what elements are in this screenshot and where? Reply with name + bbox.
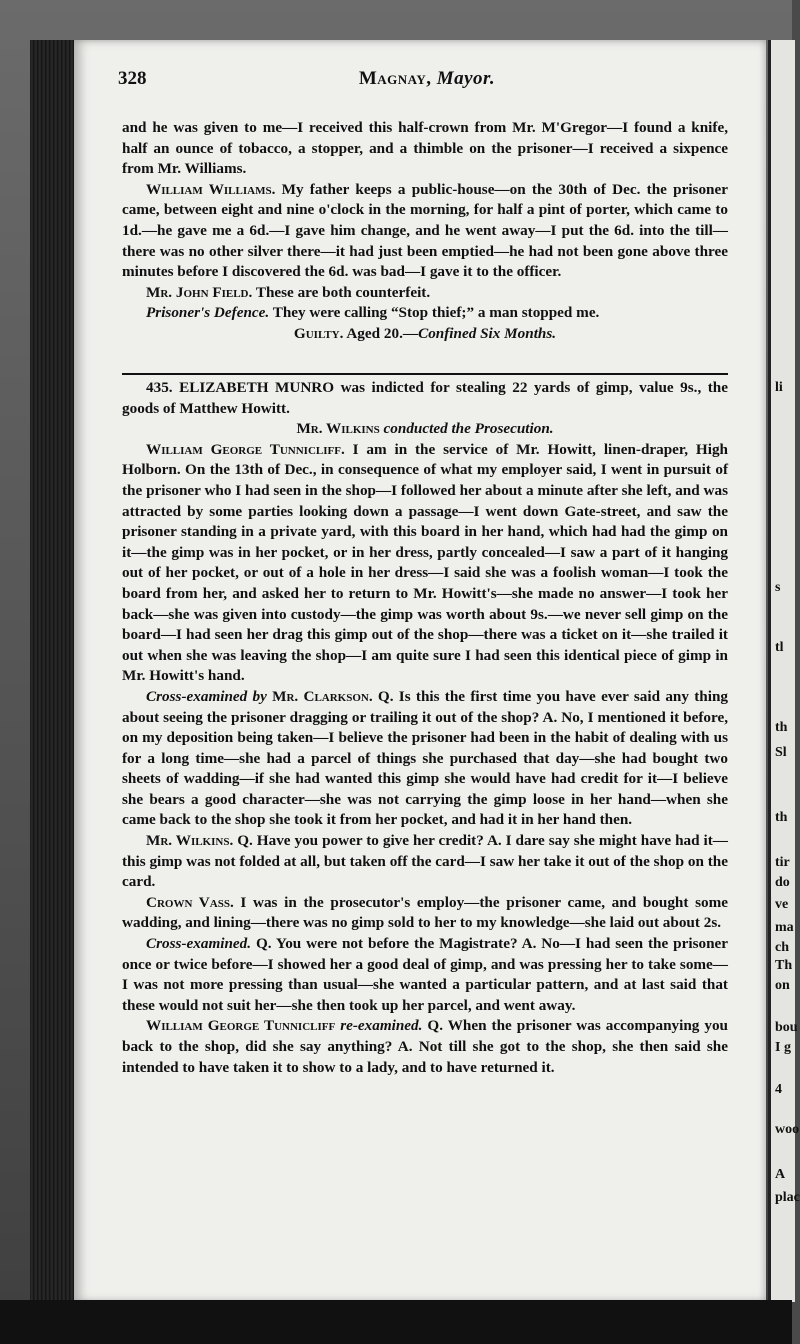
defence-label: Prisoner's Defence. <box>146 304 270 322</box>
case-heading: 435. ELIZABETH MUNRO was indicted for stealing 22 yards of gimp, value 9s., the goods of Matthew Howitt. <box>122 379 728 417</box>
speaker-name: William George Tunnicliff. <box>146 440 345 458</box>
case-divider-rule <box>122 373 728 375</box>
facing-page-fragment: woo <box>775 1122 800 1137</box>
facing-page-fragment: plac <box>775 1190 800 1205</box>
verdict-label: Guilty. <box>293 324 344 342</box>
facing-page-fragment: li <box>775 380 783 395</box>
paragraph: Mr. Wilkins. Q. Have you power to give her credit? A. I dare say she might have had it—this gimp was not folded at all, but taken off the card—I saw her take it out of the shop on the card. <box>122 832 728 891</box>
book-binding-edge <box>30 40 78 1300</box>
paragraph: and he was given to me—I received this half-crown from Mr. M'Gregor—I found a knife, half an ounce of tobacco, a stopper, and a thimble on the prisoner—I received a sixpence from Mr. Williams. <box>122 119 728 178</box>
running-head-name: Magnay, <box>358 68 432 89</box>
page-number: 328 <box>118 68 147 89</box>
prosecutor-name: Mr. Wilkins <box>296 420 380 438</box>
paragraph: Mr. John Field. These are both counterfeit. <box>146 283 431 301</box>
facing-page-fragment: on <box>775 978 790 993</box>
facing-page-fragment: th <box>775 720 788 735</box>
paragraph: William Williams. My father keeps a public-house—on the 30th of Dec. the prisoner came, between eight and nine o'clock in the morning, for half a pint of porter, which came to 1d.—he gave me a 6d.—I gave him change, and he went away—I put the 6d. into the till—there was no other silver there—it had just been emptied—he had not been gone above three minutes before I discovered the 6d. was bad—I gave it to the officer. <box>122 180 728 281</box>
speaker-name: Mr. Clarkson. <box>266 687 373 705</box>
facing-page-fragment: A <box>775 1167 786 1182</box>
verdict-line <box>122 324 728 345</box>
facing-page-fragment: Sl <box>775 745 787 760</box>
previous-case-text <box>122 118 728 345</box>
speaker-name: Mr. Wilkins. <box>146 832 234 850</box>
paragraph: William George Tunnicliff re-examined. Q. When the prisoner was accompanying you back to the shop, did she say anything? A. Not till she got to the shop, she then said she intended to have taken it to show to a lady, and to have returned it. <box>122 1017 729 1076</box>
page-header <box>118 68 736 96</box>
prosecution-line: Mr. Wilkins conducted the Prosecution. <box>296 420 554 438</box>
speaker-name: Mr. John Field. <box>146 283 253 301</box>
running-head-title: Mayor. <box>436 68 496 89</box>
facing-page-fragment: tir <box>775 855 790 870</box>
case-435-text <box>122 378 728 1078</box>
running-head <box>118 68 736 90</box>
book-page <box>74 40 766 1302</box>
paragraph: Crown Vass. I was in the prosecutor's employ—the prisoner came, and bought some wadding, and lining—there was no gimp sold to her to my knowledge—she laid out about 2s. <box>122 893 728 932</box>
facing-page-fragment: do <box>775 875 790 890</box>
speaker-name: Crown Vass. <box>146 893 234 911</box>
facing-page-fragment: tl <box>775 640 784 655</box>
facing-page-fragment: th <box>775 810 788 825</box>
speaker-name: William George Tunnicliff <box>146 1017 336 1035</box>
facing-page-fragment: s <box>775 580 781 595</box>
paragraph: Cross-examined. Q. You were not before the Magistrate? A. No—I had seen the prisoner once or twice before—I showed her a good deal of gimp, and was pressing her to take some—I was not more pressing than usual—she wanted a particular pattern, and at last said that these would not suit her—she then took up her parcel, and went away. <box>122 935 728 1014</box>
paragraph: William George Tunnicliff. I am in the service of Mr. Howitt, linen-draper, High Holborn. On the 13th of Dec., in consequence of what my employer said, I went in pursuit of the prisoner who I had seen in the shop—I followed her about a minute after she left, and was attracted by some parties looking down a passage—I went down Gate-street, and saw the prisoner standing in a private yard, with this board in her hand, which had had the gimp on it—the gimp was in her pocket, or in her dress, partly concealed—I saw a part of it hanging out of her pocket, or out of a hole in her dress—I said she was a foolish woman—I took the board from her, and asked her to return to Mr. Howitt's—she made no answer—I took her back—she was given into custody—the gimp was worth about 9s.—we never sell gimp on the board—I had seen her drag this gimp out of the shop—there was a ticket on it—she trailed it out when she was leaving the shop—I am quite sure I had seen this identical piece of gimp in Mr. Howitt's hand. <box>122 440 728 685</box>
verdict-sentence: Confined Six Months. <box>418 324 557 342</box>
bottom-shadow <box>0 1300 792 1344</box>
facing-page-fragment: I g <box>775 1040 791 1055</box>
facing-page-fragment: 4 <box>775 1082 782 1097</box>
paragraph: Prisoner's Defence. They were calling “Stop thief;” a man stopped me. <box>146 304 600 322</box>
paragraph: Cross-examined by Mr. Clarkson. Q. Is this the first time you have ever said any thing about seeing the prisoner dragging or trailing it out of the shop? A. No, I mentioned it before, on my deposition being taken—I believe the prisoner had been in the habit of dealing with us for a long time—she had a parcel of things she purchased that day—she had bought two sheets of wadding—if she had wanted this gimp she would have had credit for it—I believe she bears a good character—she was not carrying the gimp loose in her hand—when she came back to the shop she took it from her pocket, and had it in her hand then. <box>122 687 728 829</box>
speaker-name: William Williams. <box>146 180 276 198</box>
facing-page-fragment: ve <box>775 897 789 912</box>
verdict-age: Aged 20.— <box>343 324 419 342</box>
facing-page-edge <box>768 40 800 1302</box>
facing-page-fragment: ma <box>775 920 794 935</box>
facing-page-fragment: Th <box>775 958 793 973</box>
facing-page-fragment: bou <box>775 1020 798 1035</box>
facing-page-fragment: ch <box>775 940 789 955</box>
